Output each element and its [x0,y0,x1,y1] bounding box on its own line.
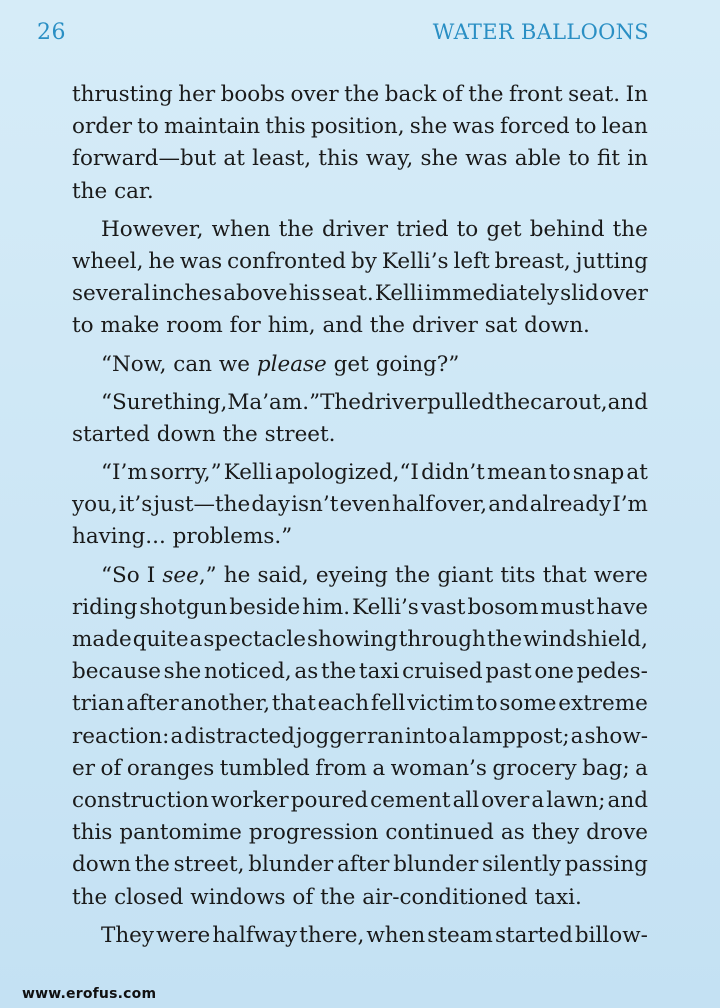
text-line: made quite a spectacle showing through the windshield, [72,627,648,652]
text-line: started down the street. [72,421,336,447]
text-line: They were halfway there, when steam started billow- [101,922,648,948]
watermark: www.erofus.com [22,986,157,1002]
paragraph [72,457,648,554]
paragraph [72,387,648,451]
text-line: thrusting her boobs over the back of the front seat. In [72,82,648,107]
text-line: you, it’s just—the day isn’t even half over, and already I’m [72,492,648,518]
text-line: “Now, can we please get going?” [101,351,460,377]
text-line: er of oranges tumbled from a woman’s grocery bag; a [72,755,648,781]
text-line: order to maintain this position, she was forced to lean [72,114,648,140]
text-line: “So I see,” he said, eyeing the giant tits that were [101,562,648,588]
text-line: this pantomime progression continued as they drove [72,820,648,846]
text-line: forward—but at least, this way, she was able to fit in [72,146,648,172]
paragraph [72,349,648,381]
text-line: “Sure thing, Ma’am.”The driver pulled the car out, and [101,389,648,415]
paragraph [72,79,648,208]
text-line: However, when the driver tried to get behind the [101,216,648,242]
paragraph [72,560,648,914]
text-line: to make room for him, and the driver sat down. [72,313,590,339]
text-line: riding shotgun beside him. Kelli’s vast bosom must have [72,594,648,620]
text-line: trian after another, that each fell victim to some extreme [72,691,648,717]
running-head: WATER BALLOONS [432,20,649,44]
text-line: the closed windows of the air-conditioned taxi. [72,884,582,910]
paragraph [72,214,648,343]
text-line: down the street, blunder after blunder silently passing [72,852,648,878]
text-line: “I’m sorry,” Kelli apologized,“I didn’t mean to snap at [101,460,648,486]
text-line: wheel, he was confronted by Kelli’s left breast, jutting [72,248,648,274]
text-line: several inches above his seat. Kelli immediately slid over [72,281,648,307]
text-line: reaction: a distracted jogger ran into a lamppost; a show- [72,723,648,749]
text-line: because she noticed, as the taxi cruised past one pedes- [72,659,648,685]
text-line: the car. [72,178,154,204]
paragraph [72,920,648,952]
body-text [72,79,648,958]
text-line: construction worker poured cement all over a lawn; and [72,787,648,813]
page-number: 26 [37,20,66,45]
text-line: having... problems.” [72,524,293,550]
